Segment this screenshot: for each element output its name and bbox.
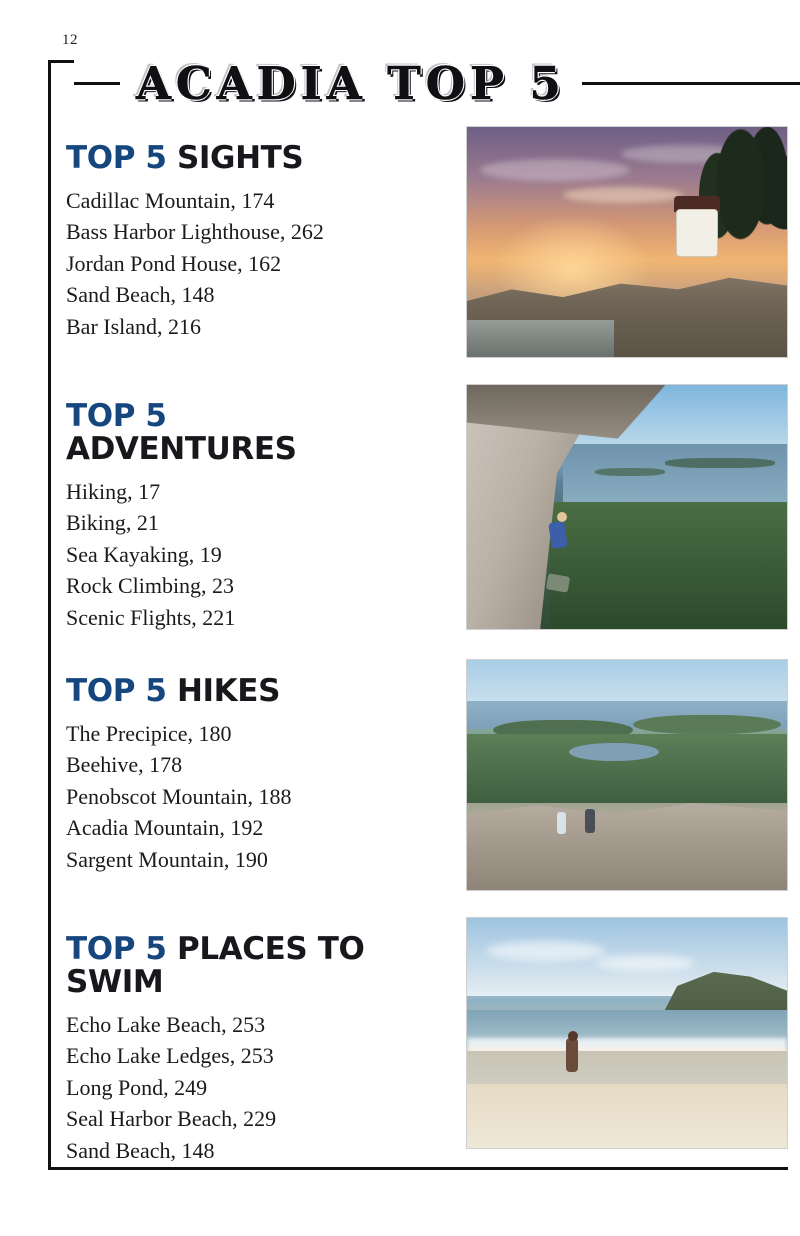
page-number: 12 [62, 32, 78, 48]
wet-sand [467, 1051, 787, 1083]
section-photo-column [396, 659, 788, 891]
header-rule-right [582, 82, 800, 85]
list-item: Sargent Mountain, 190 [66, 846, 268, 872]
section-list [66, 185, 396, 342]
photo-beach [466, 917, 788, 1149]
section-title [66, 142, 396, 175]
section-title-rest: HIKES [177, 672, 281, 709]
section-text-column [66, 384, 396, 633]
list-item: Cadillac Mountain, 174 [66, 187, 275, 213]
cloud [595, 955, 695, 971]
cloud [486, 941, 606, 961]
section-photo-column [396, 384, 788, 630]
swimmer-body [566, 1038, 578, 1072]
section-sights [66, 126, 788, 358]
photo-lighthouse [466, 126, 788, 358]
page-title: ACADIA TOP 5 [136, 56, 566, 110]
section-title [66, 930, 396, 1000]
page-header [48, 52, 800, 114]
section-text-column [66, 917, 396, 1166]
granite-ledge [467, 789, 787, 890]
list-item: Beehive, 178 [66, 752, 183, 778]
photo-summit-view [466, 659, 788, 891]
list-item: Penobscot Mountain, 188 [66, 783, 292, 809]
section-title-rest: ADVENTURES [66, 430, 297, 467]
section-title-accent: TOP 5 [66, 672, 167, 709]
section-title-accent: TOP 5 [66, 398, 167, 434]
content-area [66, 126, 788, 1166]
list-item: Bar Island, 216 [66, 313, 202, 339]
forest [550, 502, 787, 629]
list-item: Seal Harbor Beach, 229 [66, 1106, 277, 1132]
section-hikes [66, 659, 788, 891]
list-item: The Precipice, 180 [66, 720, 232, 746]
frame-bottom-rule [48, 1167, 788, 1170]
list-item: Jordan Pond House, 162 [66, 250, 282, 276]
list-item: Acadia Mountain, 192 [66, 815, 264, 841]
list-item: Sand Beach, 148 [66, 1137, 215, 1163]
island [633, 715, 780, 733]
section-list [66, 718, 396, 875]
climber-head [557, 512, 567, 522]
hiker [557, 812, 566, 834]
section-list [66, 1009, 396, 1166]
list-item: Echo Lake Ledges, 253 [66, 1043, 274, 1069]
list-item: Biking, 21 [66, 510, 159, 536]
hiker [585, 809, 595, 833]
cloud [480, 159, 630, 181]
section-title [66, 400, 396, 466]
section-list [66, 476, 396, 633]
section-title-accent: TOP 5 [66, 140, 167, 176]
section-adventures [66, 384, 788, 633]
lighthouse-building [677, 210, 717, 256]
section-title-rest: PLACES TO SWIM [66, 930, 365, 1000]
section-text-column [66, 659, 396, 875]
swimmer-head [568, 1031, 578, 1041]
section-photo-column [396, 126, 788, 358]
list-item: Scenic Flights, 221 [66, 604, 236, 630]
list-item: Sea Kayaking, 19 [66, 541, 222, 567]
section-title [66, 672, 396, 709]
section-photo-column [396, 917, 788, 1149]
list-item: Sand Beach, 148 [66, 282, 215, 308]
list-item: Hiking, 17 [66, 478, 161, 504]
ocean-water [467, 320, 614, 357]
section-title-accent: TOP 5 [66, 930, 167, 967]
section-title-rest: SIGHTS [177, 140, 304, 176]
list-item: Long Pond, 249 [66, 1074, 208, 1100]
section-places-to-swim [66, 917, 788, 1166]
header-rule-left [74, 82, 120, 85]
list-item: Bass Harbor Lighthouse, 262 [66, 219, 324, 245]
list-item: Echo Lake Beach, 253 [66, 1011, 266, 1037]
island [665, 458, 775, 468]
section-text-column [66, 126, 396, 342]
frame-left-rule [48, 60, 51, 1170]
photo-rock-climbing [466, 384, 788, 630]
island [595, 468, 665, 476]
list-item: Rock Climbing, 23 [66, 573, 235, 599]
pond [569, 743, 659, 761]
